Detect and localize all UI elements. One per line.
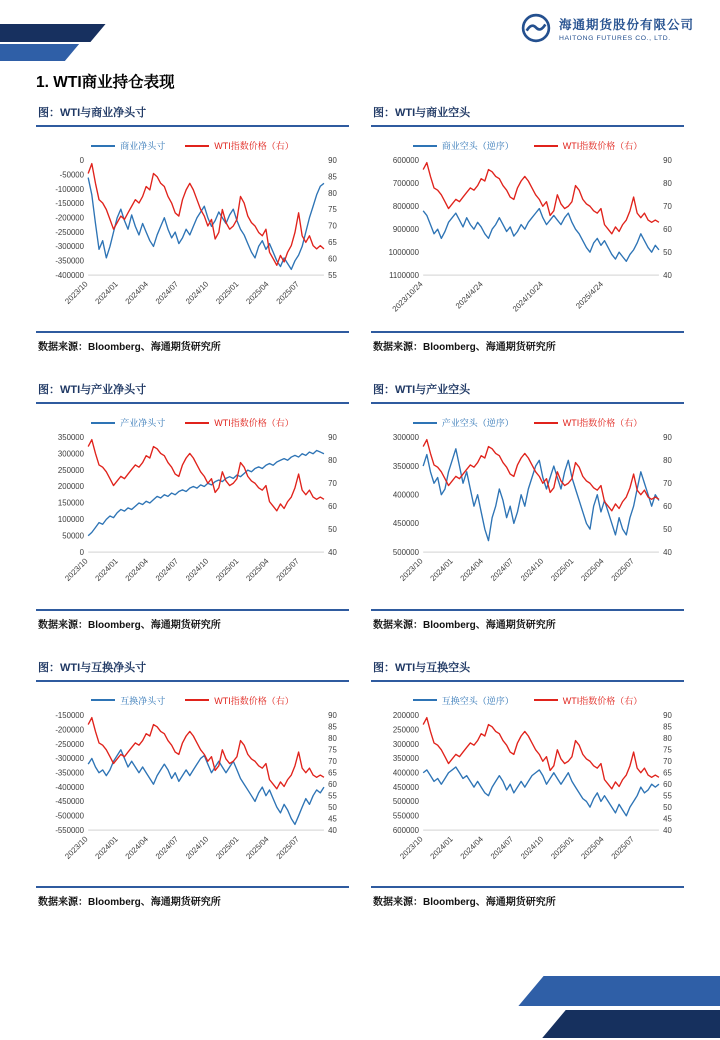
legend-item xyxy=(413,694,514,707)
legend-label: WTI指数价格（右） xyxy=(562,695,643,706)
svg-text:250000: 250000 xyxy=(392,725,419,735)
company-logo xyxy=(520,12,694,44)
line-chart-commercial-net xyxy=(36,152,349,331)
data-source: 数据来源：Bloomberg、海通期货研究所 xyxy=(371,886,684,908)
svg-text:60: 60 xyxy=(663,779,672,789)
svg-text:60: 60 xyxy=(663,502,672,512)
svg-text:900000: 900000 xyxy=(392,224,419,234)
svg-text:2025/01: 2025/01 xyxy=(214,557,241,584)
svg-text:400000: 400000 xyxy=(392,768,419,778)
svg-text:-50000: -50000 xyxy=(59,170,84,180)
svg-text:70: 70 xyxy=(663,201,672,211)
svg-text:2023/10: 2023/10 xyxy=(63,557,90,584)
svg-text:500000: 500000 xyxy=(392,797,419,807)
legend-line-blue-icon xyxy=(413,145,437,147)
svg-text:65: 65 xyxy=(663,768,672,778)
svg-text:300000: 300000 xyxy=(57,449,84,459)
svg-text:40: 40 xyxy=(328,825,337,835)
svg-text:60: 60 xyxy=(328,502,337,512)
data-source: 数据来源：Bloomberg、海通期货研究所 xyxy=(371,609,684,631)
svg-text:90: 90 xyxy=(663,710,672,720)
chart-legend xyxy=(371,694,684,707)
legend-item xyxy=(534,694,643,707)
chart-title: 图：WTI与商业空头 xyxy=(371,102,684,127)
svg-text:50000: 50000 xyxy=(62,531,84,541)
svg-text:1100000: 1100000 xyxy=(389,270,419,280)
legend-label: WTI指数价格（右） xyxy=(214,141,294,151)
svg-text:85: 85 xyxy=(328,722,337,732)
legend-item xyxy=(413,416,514,429)
chart-legend xyxy=(371,139,684,152)
company-name xyxy=(559,15,694,42)
corner-ribbon-bottom-right-dark xyxy=(542,1010,720,1038)
svg-text:45: 45 xyxy=(328,814,337,824)
svg-text:0: 0 xyxy=(79,156,84,166)
chart-legend xyxy=(36,694,349,707)
chart-legend xyxy=(36,139,349,152)
legend-label: 互换空头（逆序） xyxy=(441,695,514,706)
svg-text:90: 90 xyxy=(328,156,337,166)
svg-text:2025/4/24: 2025/4/24 xyxy=(574,279,605,311)
chart-legend xyxy=(36,416,349,429)
svg-text:250000: 250000 xyxy=(57,466,84,476)
svg-text:70: 70 xyxy=(663,479,672,489)
chart-block-swap-short xyxy=(371,657,684,908)
svg-text:1000000: 1000000 xyxy=(388,247,419,257)
svg-text:550000: 550000 xyxy=(392,811,419,821)
svg-text:60: 60 xyxy=(328,254,337,264)
legend-item xyxy=(185,694,294,707)
chart-block-swap-net xyxy=(36,657,349,908)
svg-text:2024/04: 2024/04 xyxy=(123,557,150,584)
legend-item xyxy=(185,139,294,152)
legend-line-blue-icon xyxy=(91,145,115,147)
svg-text:800000: 800000 xyxy=(392,201,419,211)
chart-block-industry-net xyxy=(36,379,349,630)
svg-text:2025/07: 2025/07 xyxy=(274,834,301,861)
legend-label: 商业净头寸 xyxy=(120,141,166,151)
svg-text:2023/10: 2023/10 xyxy=(398,557,425,584)
svg-text:2023/10/24: 2023/10/24 xyxy=(390,279,425,314)
svg-text:70: 70 xyxy=(328,221,337,231)
svg-text:70: 70 xyxy=(663,756,672,766)
svg-text:-300000: -300000 xyxy=(55,242,84,252)
svg-text:2024/04: 2024/04 xyxy=(458,834,485,861)
legend-line-red-icon xyxy=(185,422,209,424)
svg-text:450000: 450000 xyxy=(392,519,419,529)
data-source: 数据来源：Bloomberg、海通期货研究所 xyxy=(36,331,349,353)
corner-ribbon-top-left-blue xyxy=(0,44,79,61)
svg-text:-350000: -350000 xyxy=(55,768,84,778)
svg-text:2024/01: 2024/01 xyxy=(428,557,455,584)
svg-text:80: 80 xyxy=(663,179,672,189)
chart-title: 图：WTI与互换空头 xyxy=(371,657,684,682)
svg-text:2024/10: 2024/10 xyxy=(183,279,211,306)
svg-text:-400000: -400000 xyxy=(55,782,84,792)
svg-text:2025/04: 2025/04 xyxy=(579,834,606,861)
svg-text:-250000: -250000 xyxy=(55,739,84,749)
corner-ribbon-bottom-right-blue xyxy=(518,976,720,1006)
line-chart-swap-net xyxy=(36,707,349,886)
legend-label: WTI指数价格（右） xyxy=(214,695,294,706)
svg-text:2025/04: 2025/04 xyxy=(579,557,606,584)
svg-text:40: 40 xyxy=(663,825,672,835)
svg-text:2024/04: 2024/04 xyxy=(123,279,150,306)
svg-text:50: 50 xyxy=(328,802,337,812)
svg-text:-150000: -150000 xyxy=(55,710,84,720)
svg-text:60: 60 xyxy=(663,224,672,234)
svg-text:2024/10: 2024/10 xyxy=(183,557,211,584)
legend-label: WTI指数价格（右） xyxy=(562,141,643,151)
legend-item xyxy=(91,416,165,429)
svg-text:2025/07: 2025/07 xyxy=(609,557,636,584)
svg-text:200000: 200000 xyxy=(57,482,84,492)
svg-text:300000: 300000 xyxy=(392,739,419,749)
svg-text:50: 50 xyxy=(663,525,672,535)
legend-line-red-icon xyxy=(185,145,209,147)
legend-line-red-icon xyxy=(534,145,558,147)
legend-item xyxy=(534,416,643,429)
line-chart-industry-short xyxy=(371,429,684,608)
svg-text:700000: 700000 xyxy=(392,179,419,189)
legend-label: 产业空头（逆序） xyxy=(441,418,514,429)
data-source: 数据来源：Bloomberg、海通期货研究所 xyxy=(371,331,684,353)
svg-text:40: 40 xyxy=(328,548,337,558)
svg-text:300000: 300000 xyxy=(392,433,419,443)
svg-text:90: 90 xyxy=(328,433,337,443)
haitong-logo-icon xyxy=(520,12,552,44)
legend-line-blue-icon xyxy=(91,699,115,701)
svg-text:2024/10: 2024/10 xyxy=(518,557,546,584)
svg-text:-550000: -550000 xyxy=(55,825,84,835)
svg-text:70: 70 xyxy=(328,756,337,766)
svg-text:2025/07: 2025/07 xyxy=(274,557,301,584)
svg-text:45: 45 xyxy=(663,814,672,824)
svg-text:80: 80 xyxy=(328,456,337,466)
svg-text:80: 80 xyxy=(328,733,337,743)
line-chart-swap-short xyxy=(371,707,684,886)
svg-text:40: 40 xyxy=(663,548,672,558)
svg-text:2025/04: 2025/04 xyxy=(244,557,271,584)
svg-text:50: 50 xyxy=(328,525,337,535)
chart-grid xyxy=(0,102,720,908)
svg-text:350000: 350000 xyxy=(392,754,419,764)
svg-text:0: 0 xyxy=(79,548,84,558)
svg-text:150000: 150000 xyxy=(57,499,84,509)
svg-text:2025/04: 2025/04 xyxy=(244,279,271,306)
legend-item xyxy=(413,139,514,152)
svg-text:70: 70 xyxy=(328,479,337,489)
chart-title: 图：WTI与产业净头寸 xyxy=(36,379,349,404)
legend-label: 产业净头寸 xyxy=(120,418,166,429)
legend-line-red-icon xyxy=(185,699,209,701)
svg-text:2025/01: 2025/01 xyxy=(214,834,241,861)
svg-text:2025/04: 2025/04 xyxy=(244,834,271,861)
svg-text:600000: 600000 xyxy=(392,825,419,835)
svg-text:2025/07: 2025/07 xyxy=(274,279,301,306)
svg-text:50: 50 xyxy=(663,802,672,812)
svg-text:2025/07: 2025/07 xyxy=(609,834,636,861)
company-name-en: HAITONG FUTURES CO., LTD. xyxy=(558,34,671,42)
svg-text:100000: 100000 xyxy=(57,515,84,525)
svg-text:2024/10: 2024/10 xyxy=(183,834,211,861)
svg-text:2025/01: 2025/01 xyxy=(549,557,576,584)
svg-text:2025/01: 2025/01 xyxy=(549,834,576,861)
chart-title: 图：WTI与互换净头寸 xyxy=(36,657,349,682)
svg-text:90: 90 xyxy=(663,156,672,166)
svg-text:90: 90 xyxy=(328,710,337,720)
svg-text:2024/04: 2024/04 xyxy=(123,834,150,861)
svg-text:2024/10: 2024/10 xyxy=(518,834,546,861)
corner-ribbon-top-left-dark xyxy=(0,24,106,42)
chart-legend xyxy=(371,416,684,429)
svg-text:75: 75 xyxy=(328,745,337,755)
svg-text:80: 80 xyxy=(328,188,337,198)
svg-text:50: 50 xyxy=(663,247,672,257)
svg-text:200000: 200000 xyxy=(392,710,419,720)
svg-text:65: 65 xyxy=(328,768,337,778)
svg-text:90: 90 xyxy=(663,433,672,443)
data-source: 数据来源：Bloomberg、海通期货研究所 xyxy=(36,886,349,908)
svg-text:-300000: -300000 xyxy=(55,754,84,764)
svg-text:75: 75 xyxy=(328,205,337,215)
legend-line-blue-icon xyxy=(91,422,115,424)
svg-text:2024/01: 2024/01 xyxy=(93,557,120,584)
svg-text:2024/07: 2024/07 xyxy=(488,834,516,861)
legend-label: WTI指数价格（右） xyxy=(214,418,294,429)
legend-label: 商业空头（逆序） xyxy=(441,141,514,151)
svg-text:2024/01: 2024/01 xyxy=(93,279,120,306)
company-name-cn: 海通期货股份有限公司 xyxy=(558,17,694,32)
legend-item xyxy=(91,694,165,707)
legend-line-red-icon xyxy=(534,699,558,701)
legend-line-blue-icon xyxy=(413,422,437,424)
chart-block-industry-short xyxy=(371,379,684,630)
svg-text:75: 75 xyxy=(663,745,672,755)
svg-text:-100000: -100000 xyxy=(55,184,84,194)
svg-text:2024/01: 2024/01 xyxy=(93,834,120,861)
svg-text:2024/04: 2024/04 xyxy=(458,557,485,584)
svg-text:-350000: -350000 xyxy=(55,256,84,266)
svg-text:55: 55 xyxy=(328,791,337,801)
svg-text:500000: 500000 xyxy=(392,548,419,558)
svg-text:55: 55 xyxy=(663,791,672,801)
svg-text:350000: 350000 xyxy=(57,433,84,443)
svg-text:-200000: -200000 xyxy=(55,725,84,735)
svg-text:350000: 350000 xyxy=(392,462,419,472)
svg-text:2023/10: 2023/10 xyxy=(63,279,90,306)
svg-text:2024/07: 2024/07 xyxy=(153,279,181,306)
legend-line-blue-icon xyxy=(413,699,437,701)
svg-text:-250000: -250000 xyxy=(55,227,84,237)
svg-text:-400000: -400000 xyxy=(55,270,84,280)
svg-text:-450000: -450000 xyxy=(55,797,84,807)
line-chart-industry-net xyxy=(36,429,349,608)
svg-text:85: 85 xyxy=(663,722,672,732)
chart-block-commercial-net xyxy=(36,102,349,353)
svg-text:2023/10: 2023/10 xyxy=(63,834,90,861)
line-chart-commercial-short xyxy=(371,152,684,331)
svg-text:2024/4/24: 2024/4/24 xyxy=(453,279,485,311)
svg-text:2024/07: 2024/07 xyxy=(153,557,181,584)
svg-text:2024/01: 2024/01 xyxy=(428,834,455,861)
chart-title: 图：WTI与产业空头 xyxy=(371,379,684,404)
page-title: 1. WTI商业持仓表现 xyxy=(36,74,175,91)
svg-text:80: 80 xyxy=(663,456,672,466)
chart-title: 图：WTI与商业净头寸 xyxy=(36,102,349,127)
svg-text:2024/07: 2024/07 xyxy=(153,834,181,861)
svg-text:85: 85 xyxy=(328,172,337,182)
svg-text:400000: 400000 xyxy=(392,490,419,500)
legend-line-red-icon xyxy=(534,422,558,424)
svg-text:55: 55 xyxy=(328,270,337,280)
legend-item xyxy=(185,416,294,429)
svg-text:450000: 450000 xyxy=(392,782,419,792)
svg-text:2024/07: 2024/07 xyxy=(488,557,516,584)
svg-text:2025/01: 2025/01 xyxy=(214,279,241,306)
svg-text:40: 40 xyxy=(663,270,672,280)
legend-item xyxy=(534,139,643,152)
svg-text:65: 65 xyxy=(328,238,337,248)
svg-text:-150000: -150000 xyxy=(55,199,84,209)
legend-item xyxy=(91,139,165,152)
svg-text:-500000: -500000 xyxy=(55,811,84,821)
svg-text:80: 80 xyxy=(663,733,672,743)
svg-text:2024/10/24: 2024/10/24 xyxy=(510,279,545,314)
chart-block-commercial-short xyxy=(371,102,684,353)
svg-text:-200000: -200000 xyxy=(55,213,84,223)
legend-label: 互换净头寸 xyxy=(120,695,166,706)
svg-text:600000: 600000 xyxy=(392,156,419,166)
svg-text:2023/10: 2023/10 xyxy=(398,834,425,861)
data-source: 数据来源：Bloomberg、海通期货研究所 xyxy=(36,609,349,631)
svg-text:60: 60 xyxy=(328,779,337,789)
legend-label: WTI指数价格（右） xyxy=(562,418,643,429)
